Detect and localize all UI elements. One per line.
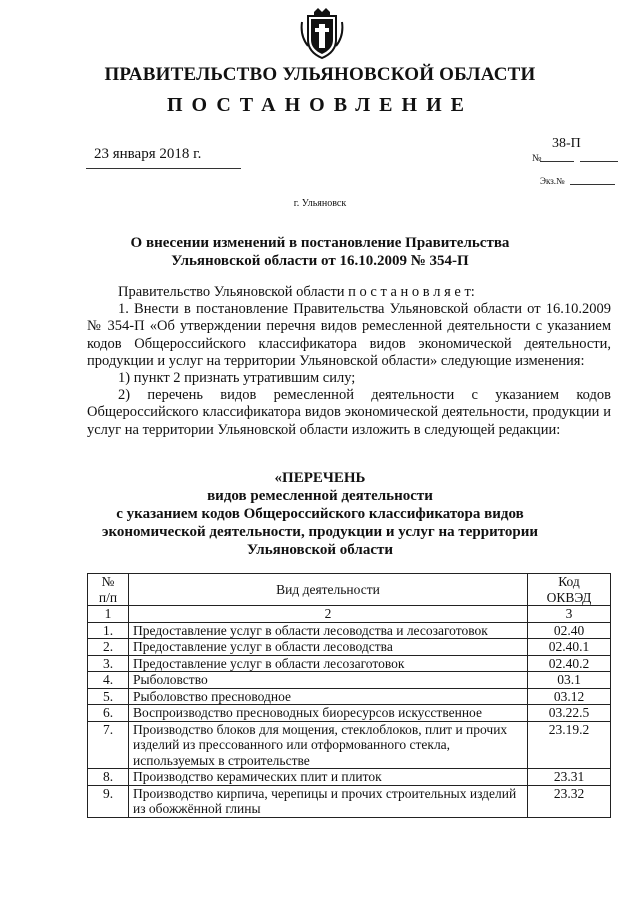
- intro-paragraph: Правительство Ульяновской области п о с т а н о в л я е т:: [118, 284, 475, 300]
- header-code-line-1: Код: [558, 574, 580, 589]
- row-number: 6.: [88, 705, 129, 722]
- row-activity: Производство кирпича, черепицы и прочих строительных изделий из обожжённой глины: [129, 785, 528, 817]
- date-underline: [86, 168, 241, 169]
- column-number-row: [88, 606, 611, 623]
- header-number: [88, 574, 129, 606]
- title-line-1: О внесении изменений в постановление Правительства: [130, 235, 510, 251]
- document-body: [87, 284, 611, 439]
- document-number: 38-П: [552, 136, 581, 151]
- row-number: 3.: [88, 655, 129, 672]
- table-row: [88, 688, 611, 705]
- row-code: 23.19.2: [528, 721, 611, 769]
- row-code: 03.22.5: [528, 705, 611, 722]
- row-number: 9.: [88, 785, 129, 817]
- row-number: 5.: [88, 688, 129, 705]
- row-code: 23.31: [528, 769, 611, 786]
- table-row: [88, 721, 611, 769]
- city-name: г. Ульяновск: [293, 198, 347, 209]
- copy-number-label: Экз.№: [540, 176, 565, 186]
- table-row: [88, 705, 611, 722]
- column-number-2: 2: [129, 606, 528, 623]
- document-title: [100, 234, 540, 270]
- row-number: 2.: [88, 639, 129, 656]
- column-number-3: 3: [528, 606, 611, 623]
- table-row: [88, 785, 611, 817]
- row-activity: Производство керамических плит и плиток: [129, 769, 528, 786]
- paragraph-2: 1) пункт 2 признать утратившим силу;: [118, 370, 356, 387]
- number-underline-2: [580, 161, 618, 162]
- row-code: 03.12: [528, 688, 611, 705]
- table-row: [88, 655, 611, 672]
- paragraph-3: 2) перечень видов ремесленной деятельности с указанием кодов Общероссийского классификатора видов экономической деятельности, продукции и услуг на территории Ульяновской области изложить в следующей редакции:: [87, 387, 611, 438]
- row-activity: Воспроизводство пресноводных биоресурсов искусственное: [129, 705, 528, 722]
- header-number-line-2: п/п: [98, 589, 118, 605]
- copy-number-underline: [570, 184, 615, 185]
- list-title-line-2: видов ремесленной деятельности: [207, 488, 433, 504]
- title-line-2: Ульяновской области от 16.10.2009 № 354-П: [171, 253, 469, 269]
- row-activity: Рыболовство: [129, 672, 528, 689]
- table-row: [88, 622, 611, 639]
- activities-table: [87, 573, 611, 818]
- list-title-line-5: Ульяновской области: [246, 542, 394, 558]
- row-code: 23.32: [528, 785, 611, 817]
- row-activity: Производство блоков для мощения, стеклоблоков, плит и прочих изделий из прессованного или отформованного стекла, используемых в строительстве: [129, 721, 528, 769]
- row-code: 02.40.1: [528, 639, 611, 656]
- table-row: [88, 769, 611, 786]
- coat-of-arms-emblem: [300, 8, 344, 60]
- list-title-line-1: «ПЕРЕЧЕНЬ: [274, 470, 366, 486]
- header-number-line-1: №: [101, 574, 115, 589]
- column-number-1: 1: [88, 606, 129, 623]
- organization-name: ПРАВИТЕЛЬСТВО УЛЬЯНОВСКОЙ ОБЛАСТИ: [104, 64, 536, 85]
- row-code: 03.1: [528, 672, 611, 689]
- number-underline: [540, 161, 574, 162]
- table-row: [88, 672, 611, 689]
- row-activity: Рыболовство пресноводное: [129, 688, 528, 705]
- row-activity: Предоставление услуг в области лесозаготовок: [129, 655, 528, 672]
- row-number: 8.: [88, 769, 129, 786]
- table-row: [88, 639, 611, 656]
- row-number: 4.: [88, 672, 129, 689]
- document-date: 23 января 2018 г.: [94, 146, 202, 162]
- list-title-line-3: с указанием кодов Общероссийского классификатора видов: [116, 506, 524, 522]
- document-type: ПОСТАНОВЛЕНИЕ: [167, 94, 473, 116]
- row-number: 1.: [88, 622, 129, 639]
- list-title-line-4: экономической деятельности, продукции и услуг на территории: [101, 524, 539, 540]
- row-code: 02.40: [528, 622, 611, 639]
- header-code: [528, 574, 611, 606]
- paragraph-1: 1. Внести в постановление Правительства Ульяновской области от 16.10.2009 № 354-П «Об утверждении перечня видов ремесленной деятельности с указанием кодов Общероссийского классификатора видов экономической деятельности, продукции и услуг на территории Ульяновской области» следующие изменения:: [87, 301, 611, 369]
- number-label: №: [532, 153, 542, 164]
- header-code-line-2: ОКВЭД: [546, 589, 592, 605]
- table-header-row: [88, 574, 611, 606]
- header-activity: Вид деятельности: [129, 574, 528, 606]
- row-code: 02.40.2: [528, 655, 611, 672]
- row-activity: Предоставление услуг в области лесоводства и лесозаготовок: [129, 622, 528, 639]
- row-activity: Предоставление услуг в области лесоводства: [129, 639, 528, 656]
- row-number: 7.: [88, 721, 129, 769]
- list-title: [80, 469, 560, 559]
